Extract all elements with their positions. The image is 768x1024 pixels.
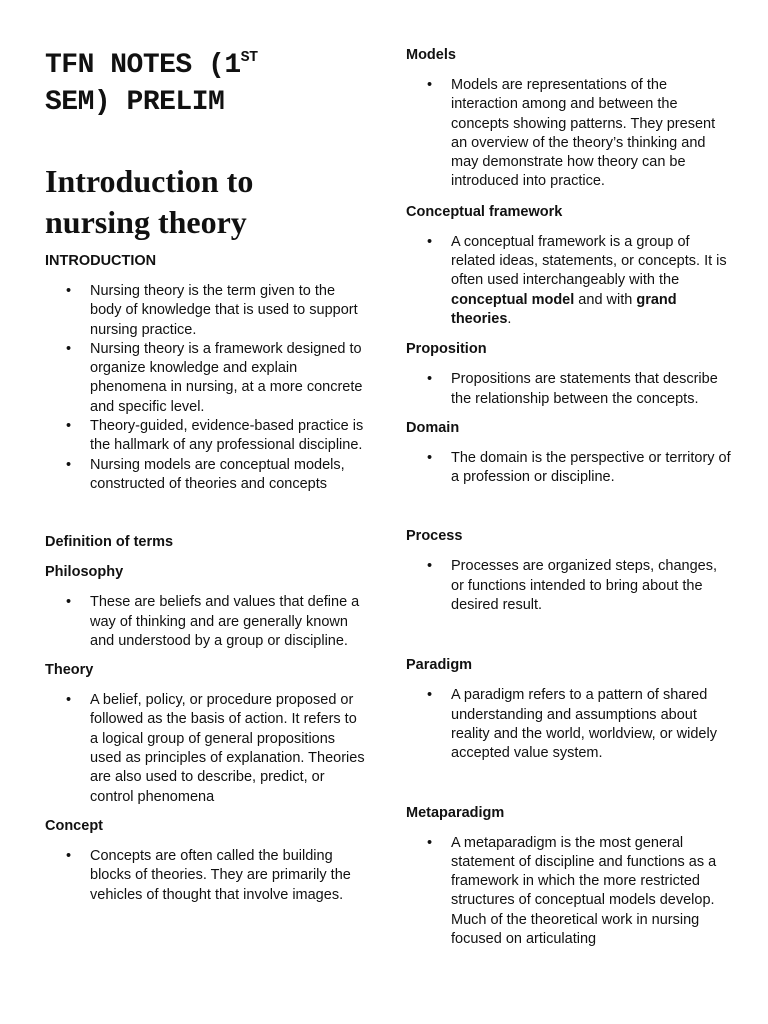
list-item: • Nursing models are conceptual models, constructed of theories and concepts: [66, 456, 345, 492]
list-item: • The domain is the perspective or territory of a profession or discipline.: [427, 449, 731, 486]
bullet-icon: •: [66, 456, 72, 473]
list-item: • Models are representations of the interaction among and between the concepts showing patterns. They present an overview of the theory’s thinking and may demonstrate how theory can be introduced into practice.: [427, 77, 716, 190]
proposition-heading: Proposition: [406, 341, 487, 358]
list-item: • A conceptual framework is a group of related ideas, statements, or concepts. It is often used interchangeably with the conceptual model and with grand theories.: [427, 233, 727, 327]
domain-list: [406, 449, 731, 488]
domain-heading: Domain: [406, 419, 460, 436]
bullet-icon: •: [66, 418, 72, 435]
bullet-icon: •: [427, 687, 433, 704]
models-heading: Models: [406, 47, 456, 63]
conceptual-framework-list: [406, 233, 731, 329]
list-item: • Propositions are statements that describe the relationship between the concepts.: [427, 371, 718, 407]
left-column: [45, 0, 367, 905]
bullet-icon: •: [427, 558, 433, 575]
models-list: [406, 76, 731, 192]
list-item: • Processes are organized steps, changes, or functions intended to bring about the desired result.: [427, 558, 717, 614]
theory-list: [45, 691, 367, 807]
concept-list: [45, 847, 367, 905]
process-list: [406, 557, 731, 615]
main-title: Introduction to nursing theory: [45, 163, 254, 240]
definition-heading: Definition of terms: [45, 534, 174, 551]
bullet-icon: •: [427, 371, 433, 388]
right-column: [406, 0, 731, 949]
theory-heading: Theory: [45, 662, 94, 679]
list-item: • These are beliefs and values that define a way of thinking and are generally known and understood by a group or discipline.: [66, 594, 360, 649]
bullet-icon: •: [427, 233, 433, 250]
list-item: • A belief, policy, or procedure proposed or followed as the basis of action. It refers to a logical group of general propositions used as principles of explanation. Theories are also used to describe, predict, or control phenomena: [66, 692, 365, 805]
bullet-icon: •: [427, 834, 433, 851]
list-item: • Concepts are often called the building blocks of theories. They are primarily the vehicles of thought that involve images.: [66, 847, 351, 903]
concept-heading: Concept: [45, 817, 103, 834]
list-item: • Nursing theory is a framework designed to organize knowledge and explain phenomena in nursing, at a more concrete and specific level.: [66, 340, 363, 415]
bullet-icon: •: [66, 594, 72, 611]
list-item: • A metaparadigm is the most general statement of discipline and functions as a framework in which the more restricted structures of conceptual models develop. Much of the theoretical work in nursing focused on articulating: [427, 834, 717, 948]
bullet-icon: •: [66, 340, 72, 357]
metaparadigm-heading: Metaparadigm: [406, 804, 505, 821]
proposition-list: [406, 370, 731, 409]
philosophy-heading: Philosophy: [45, 564, 124, 581]
process-heading: Process: [406, 528, 463, 545]
bullet-icon: •: [427, 449, 433, 466]
bullet-icon: •: [66, 847, 72, 864]
list-item: • Nursing theory is the term given to the body of knowledge that is used to support nursing practice.: [66, 283, 358, 338]
list-item: • A paradigm refers to a pattern of shared understanding and assumptions about reality and the world, worldview, or widely accepted value system.: [427, 687, 717, 762]
paradigm-heading: Paradigm: [406, 657, 473, 674]
list-item: • Theory-guided, evidence-based practice is the hallmark of any professional discipline.: [66, 418, 364, 454]
bullet-icon: •: [66, 692, 72, 709]
bullet-icon: •: [427, 77, 433, 93]
intro-heading: INTRODUCTION: [45, 253, 157, 269]
bullet-icon: •: [66, 283, 72, 299]
philosophy-list: [45, 593, 367, 651]
paradigm-list: [406, 686, 731, 763]
metaparadigm-list: [406, 834, 731, 950]
conceptual-framework-heading: Conceptual framework: [406, 203, 563, 220]
document-title: TFN NOTES (1ST SEM) PRELIM: [45, 49, 258, 118]
intro-list: [45, 282, 367, 494]
